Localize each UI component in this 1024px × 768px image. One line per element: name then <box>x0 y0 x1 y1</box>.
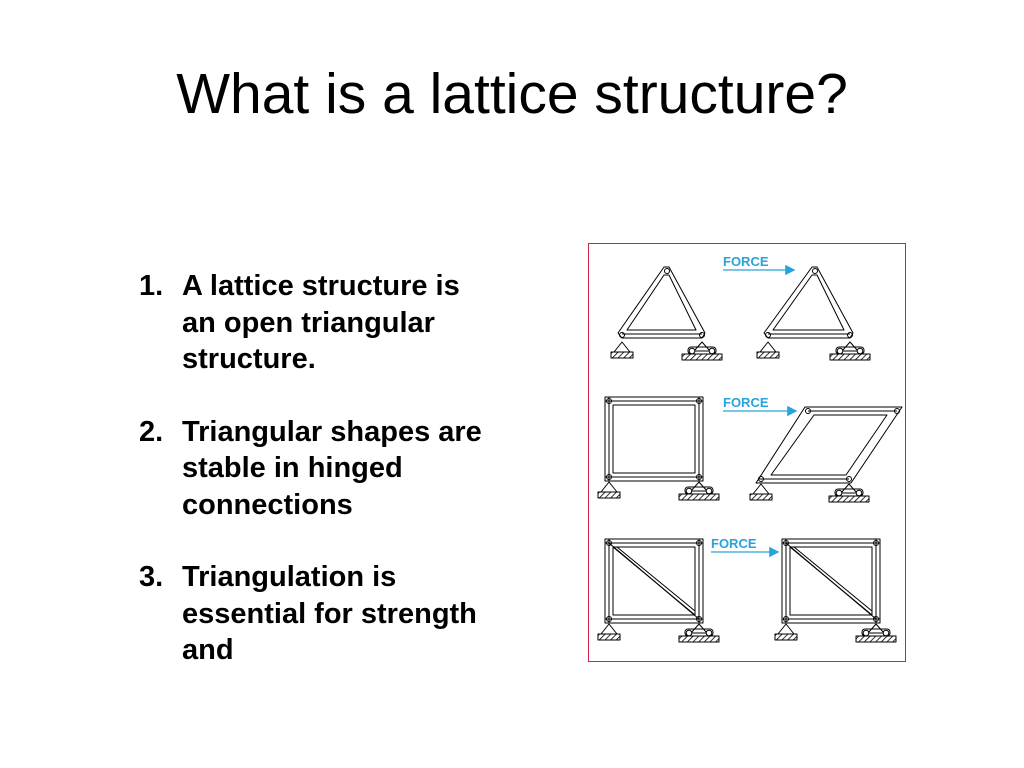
slide-title: What is a lattice structure? <box>176 62 848 126</box>
force-indicator <box>723 395 795 411</box>
triangle-frame-with-force <box>757 267 870 360</box>
list-text: Triangulation is essential for strength and <box>182 561 477 666</box>
list-item <box>139 268 484 378</box>
force-label: FORCE <box>723 395 769 410</box>
force-label: FORCE <box>723 254 769 269</box>
force-indicator <box>711 536 777 552</box>
force-indicator <box>723 254 793 270</box>
list-item <box>139 414 484 524</box>
braced-square-frame-with-force <box>775 539 896 642</box>
list-number: 2. <box>139 415 164 448</box>
square-frame-deformed-by-force <box>750 407 902 502</box>
lattice-diagram <box>589 244 904 660</box>
braced-square-frame <box>598 539 719 642</box>
bullet-list <box>139 268 484 705</box>
lattice-diagram-figure <box>588 243 906 662</box>
force-label: FORCE <box>711 536 757 551</box>
square-frame <box>598 397 719 500</box>
list-item <box>139 559 484 669</box>
list-text: Triangular shapes are stable in hinged connections <box>182 415 482 521</box>
list-number: 1. <box>139 270 164 302</box>
triangle-frame <box>611 267 722 360</box>
list-text: A lattice structure is an open triangular structure. <box>182 270 460 375</box>
list-number: 3. <box>139 561 164 593</box>
